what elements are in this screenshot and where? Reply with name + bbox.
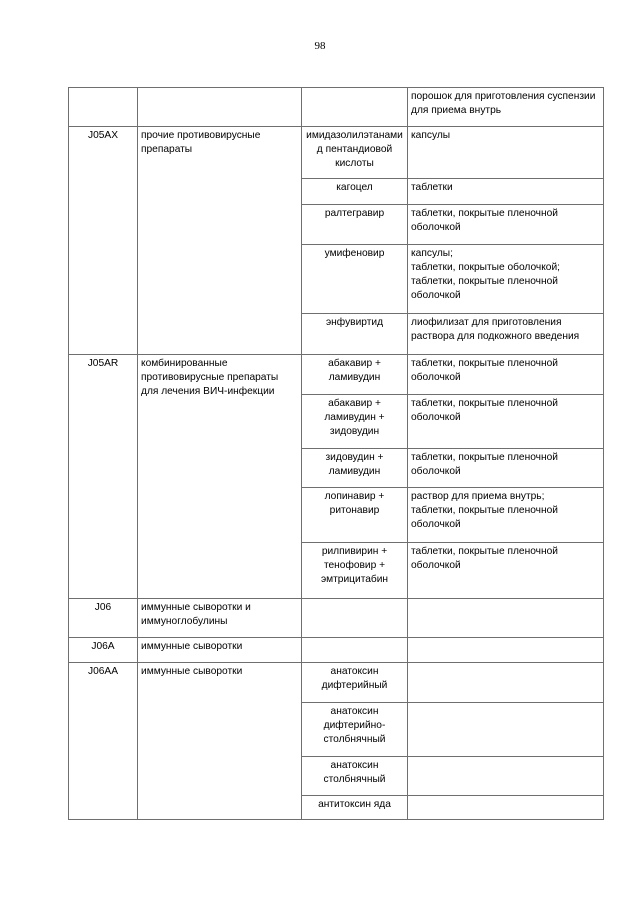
table-row (69, 127, 604, 179)
drug-name-cell: лопинавир + ритонавир (302, 488, 408, 543)
drug-name-cell: кагоцел (302, 179, 408, 205)
dosage-form-cell (408, 638, 604, 663)
dosage-form-cell (408, 663, 604, 703)
drug-table (68, 87, 604, 820)
dosage-form-cell: капсулы (408, 127, 604, 179)
drug-name-cell (302, 599, 408, 638)
drug-name-cell: абакавир + ламивудин + зидовудин (302, 395, 408, 449)
drug-name-cell: анатоксин дифтерийно-столбнячный (302, 703, 408, 757)
dosage-form-cell: раствор для приема внутрь; таблетки, покрытые пленочной оболочкой (408, 488, 604, 543)
drug-name-cell: зидовудин + ламивудин (302, 449, 408, 488)
drug-name-cell: абакавир + ламивудин (302, 355, 408, 395)
dosage-form-cell (408, 796, 604, 820)
drug-name-cell: антитоксин яда (302, 796, 408, 820)
drug-name-cell: анатоксин столбнячный (302, 757, 408, 796)
dosage-form-cell (408, 599, 604, 638)
atc-code-cell: J06A (69, 638, 138, 663)
dosage-form-cell (408, 703, 604, 757)
table-row (69, 599, 604, 638)
dosage-form-cell: таблетки, покрытые пленочной оболочкой (408, 205, 604, 245)
group-name-cell: иммунные сыворотки (138, 663, 302, 820)
group-name-cell: иммунные сыворотки и иммуноглобулины (138, 599, 302, 638)
atc-code-cell: J06AA (69, 663, 138, 820)
table-row (69, 355, 604, 395)
drug-name-cell: умифеновир (302, 245, 408, 314)
page-number: 98 (314, 40, 326, 52)
atc-code-cell: J05AR (69, 355, 138, 599)
table-row (69, 638, 604, 663)
drug-name-cell: рилпивирин + тенофовир + эмтрицитабин (302, 543, 408, 599)
drug-name-cell: энфувиртид (302, 314, 408, 355)
dosage-form-cell: лиофилизат для приготовления раствора для подкожного введения (408, 314, 604, 355)
group-name-cell: прочие противовирусные препараты (138, 127, 302, 355)
drug-name-cell (302, 638, 408, 663)
dosage-form-cell: таблетки, покрытые пленочной оболочкой (408, 449, 604, 488)
drug-name-cell (302, 88, 408, 127)
dosage-form-cell: таблетки, покрытые пленочной оболочкой (408, 395, 604, 449)
drug-name-cell: анатоксин дифтерийный (302, 663, 408, 703)
group-name-cell: комбинированные противовирусные препараты для лечения ВИЧ-инфекции (138, 355, 302, 599)
table-row (69, 88, 604, 127)
dosage-form-cell: капсулы; таблетки, покрытые оболочкой; таблетки, покрытые пленочной оболочкой (408, 245, 604, 314)
dosage-form-cell: таблетки, покрытые пленочной оболочкой (408, 543, 604, 599)
atc-code-cell: J05AX (69, 127, 138, 355)
group-name-cell: иммунные сыворотки (138, 638, 302, 663)
table-row (69, 663, 604, 703)
drug-name-cell: ралтегравир (302, 205, 408, 245)
dosage-form-cell: порошок для приготовления суспензии для приема внутрь (408, 88, 604, 127)
dosage-form-cell (408, 757, 604, 796)
group-name-cell (138, 88, 302, 127)
dosage-form-cell: таблетки (408, 179, 604, 205)
atc-code-cell (69, 88, 138, 127)
drug-name-cell: имидазолилэтанамид пентандиовой кислоты (302, 127, 408, 179)
dosage-form-cell: таблетки, покрытые пленочной оболочкой (408, 355, 604, 395)
atc-code-cell: J06 (69, 599, 138, 638)
